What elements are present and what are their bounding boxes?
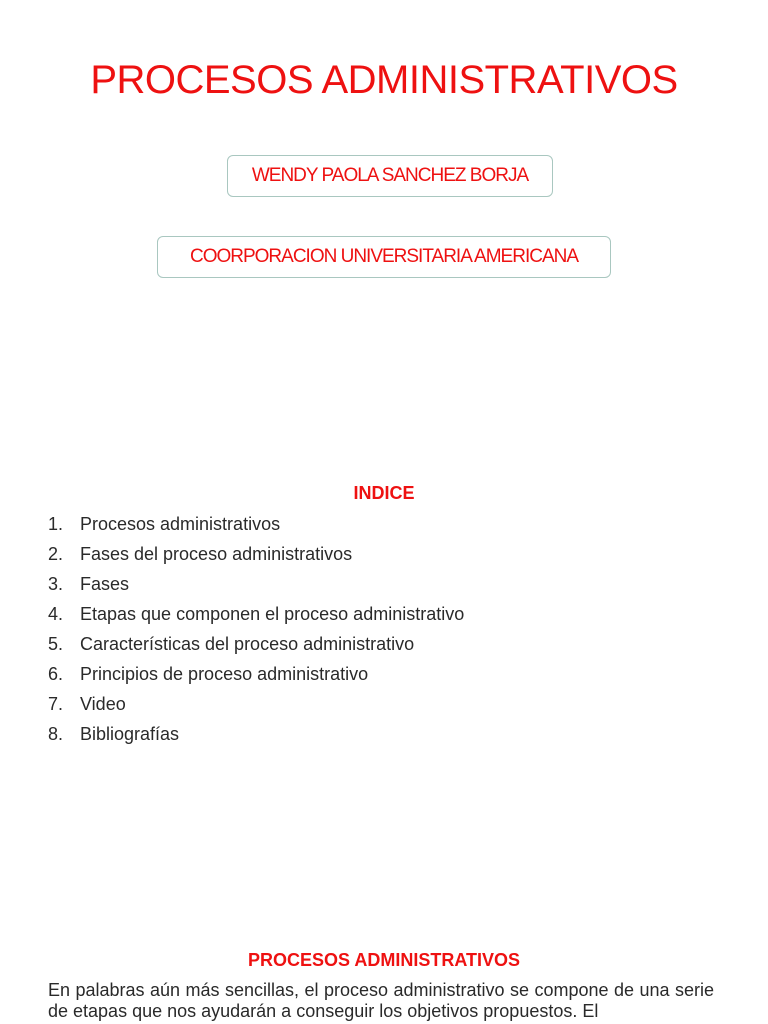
index-item <box>48 722 464 752</box>
index-item <box>48 692 464 722</box>
index-item-number: 4. <box>48 604 64 624</box>
index-item-label: Bibliografías <box>80 724 180 744</box>
index-item <box>48 542 464 572</box>
index-item <box>48 632 464 662</box>
index-item-number: 3. <box>48 574 64 594</box>
index-item <box>48 572 464 602</box>
index-item-label: Fases <box>80 574 130 594</box>
author-box <box>227 155 553 197</box>
index-item <box>48 512 464 542</box>
index-item-label: Video <box>80 694 126 714</box>
institution-box <box>157 236 611 278</box>
section-paragraph: En palabras aún más sencillas, el proceso administrativo se compone de una serie de etapas que nos ayudarán a conseguir los objetivos propuestos. El <box>48 980 714 1021</box>
section-heading: PROCESOS ADMINISTRATIVOS <box>247 950 521 970</box>
index-item-number: 6. <box>48 664 64 684</box>
document-title: PROCESOS ADMINISTRATIVOS <box>90 58 678 102</box>
index-item <box>48 602 464 632</box>
index-item-number: 2. <box>48 544 64 564</box>
institution-name: COORPORACION UNIVERSITARIA AMERICANA <box>189 246 579 267</box>
index-item-number: 5. <box>48 634 64 654</box>
index-item-number: 1. <box>48 514 64 534</box>
index-item-number: 8. <box>48 724 64 744</box>
index-item-label: Etapas que componen el proceso administrativo <box>80 604 465 624</box>
index-item-label: Características del proceso administrativo <box>80 634 415 654</box>
index-item-number: 7. <box>48 694 64 714</box>
index-item-label: Principios de proceso administrativo <box>80 664 369 684</box>
author-name: WENDY PAOLA SANCHEZ BORJA <box>251 165 529 186</box>
index-item-label: Procesos administrativos <box>80 514 281 534</box>
index-heading: INDICE <box>353 483 415 503</box>
index-item-label: Fases del proceso administrativos <box>80 544 353 564</box>
index-list <box>48 512 464 752</box>
index-item <box>48 662 464 692</box>
